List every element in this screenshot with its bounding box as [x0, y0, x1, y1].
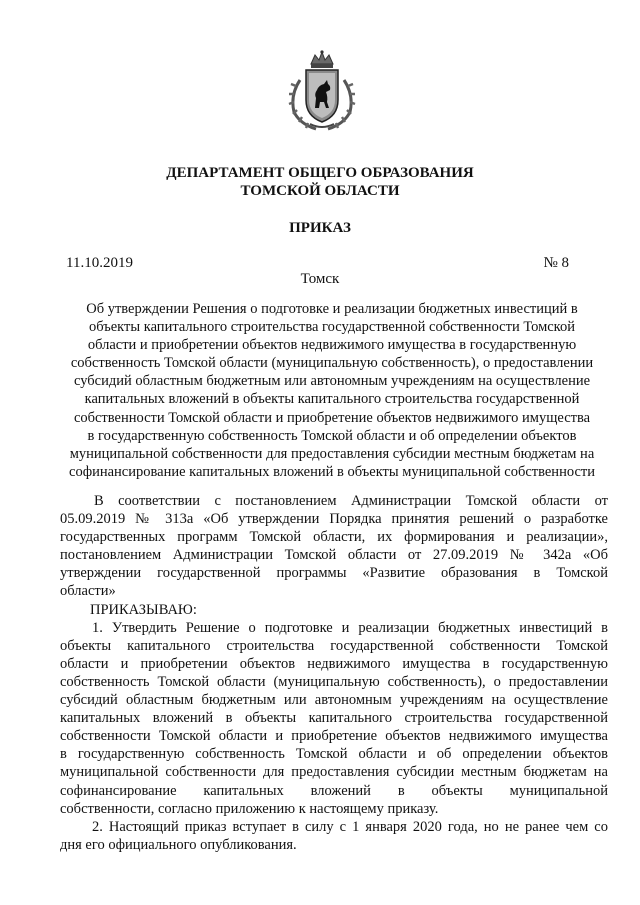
subject-line: капитальных вложений в объекты капитального строительства государственной — [84, 391, 580, 408]
item-1-line: объекты капитального строительства государственной собственности Томской — [60, 637, 608, 654]
item-2-line: дня его официального опубликования. — [60, 836, 297, 853]
subject-line: субсидий областным бюджетным или автономным учреждениям на осуществление — [73, 373, 591, 390]
item-2-paragraph — [60, 818, 608, 854]
coat-of-arms-icon — [286, 50, 358, 132]
document-subject — [56, 300, 608, 481]
item-1-line: софинансирование капитальных вложений в объекты муниципальной — [60, 782, 608, 799]
document-body — [60, 492, 608, 854]
document-number: № 8 — [543, 255, 569, 271]
order-word-paragraph — [60, 601, 608, 619]
item-1-line: области и приобретении объектов недвижимого имущества в государственную — [60, 655, 608, 672]
subject-line: собственность Томской области (муниципальную собственность), о предоставлении — [70, 355, 594, 372]
preamble-line: утверждении государственной программы «Развитие образования в Томской — [60, 565, 608, 582]
item-2-line: 2. Настоящий приказ вступает в силу с 1 января 2020 года, но не ранее чем со — [92, 818, 608, 835]
department-name-line1: ДЕПАРТАМЕНТ ОБЩЕГО ОБРАЗОВАНИЯ — [166, 165, 474, 181]
document-type: ПРИКАЗ — [289, 220, 351, 236]
item-1-line: субсидий областным бюджетным или автономным учреждениям на осуществление — [60, 692, 608, 709]
preamble-line: области» — [60, 583, 116, 600]
item-1-line: собственность Томской области (муниципальную собственность), о предоставлении — [60, 673, 608, 690]
item-1-line: 1. Утвердить Решение о подготовке и реализации бюджетных инвестиций в — [92, 619, 608, 636]
department-name-line2: ТОМСКОЙ ОБЛАСТИ — [240, 183, 400, 199]
department-name — [0, 164, 640, 200]
preamble-line: государственных программ Томской области, их формирования и реализации», — [60, 529, 608, 546]
subject-line: муниципальной собственности для предоставления субсидии местным бюджетам на — [69, 445, 595, 462]
item-1-line: муниципальной собственности для предоставления субсидии местным бюджетам на — [60, 764, 608, 781]
item-1-paragraph — [60, 619, 608, 818]
item-1-line: в государственную собственность Томской области и об определении объектов — [60, 746, 608, 763]
item-1-line: собственности Томской области и приобретение объектов недвижимого имущества — [60, 728, 608, 745]
document-city: Томск — [300, 271, 340, 287]
item-1-line: собственности, согласно приложению к настоящему приказу. — [60, 800, 439, 817]
preamble-line: 05.09.2019 № 313а «Об утверждении Порядка принятия решений о разработке — [60, 511, 608, 528]
subject-line: софинансирование капитальных вложений в объекты муниципальной собственности — [69, 463, 595, 480]
subject-line: объекты капитального строительства государственной собственности Томской — [88, 319, 576, 336]
document-date: 11.10.2019 — [66, 255, 133, 271]
order-word: ПРИКАЗЫВАЮ: — [90, 601, 197, 618]
item-1-line: капитальных вложений в объекты капитального строительства государственной — [60, 710, 608, 727]
subject-line: в государственную собственность Томской области и об определении объектов — [87, 427, 577, 444]
subject-line: Об утверждении Решения о подготовке и реализации бюджетных инвестиций в — [86, 301, 578, 317]
preamble-line: постановлением Администрации Томской области от 27.09.2019 № 342а «Об — [60, 547, 608, 564]
preamble-paragraph — [60, 492, 608, 601]
subject-line: области и приобретении объектов недвижимого имущества в государственную — [87, 337, 577, 354]
subject-line: собственности Томской области и приобретение объектов недвижимого имущества — [73, 409, 591, 426]
preamble-line: В соответствии с постановлением Администрации Томской области от — [94, 493, 608, 509]
